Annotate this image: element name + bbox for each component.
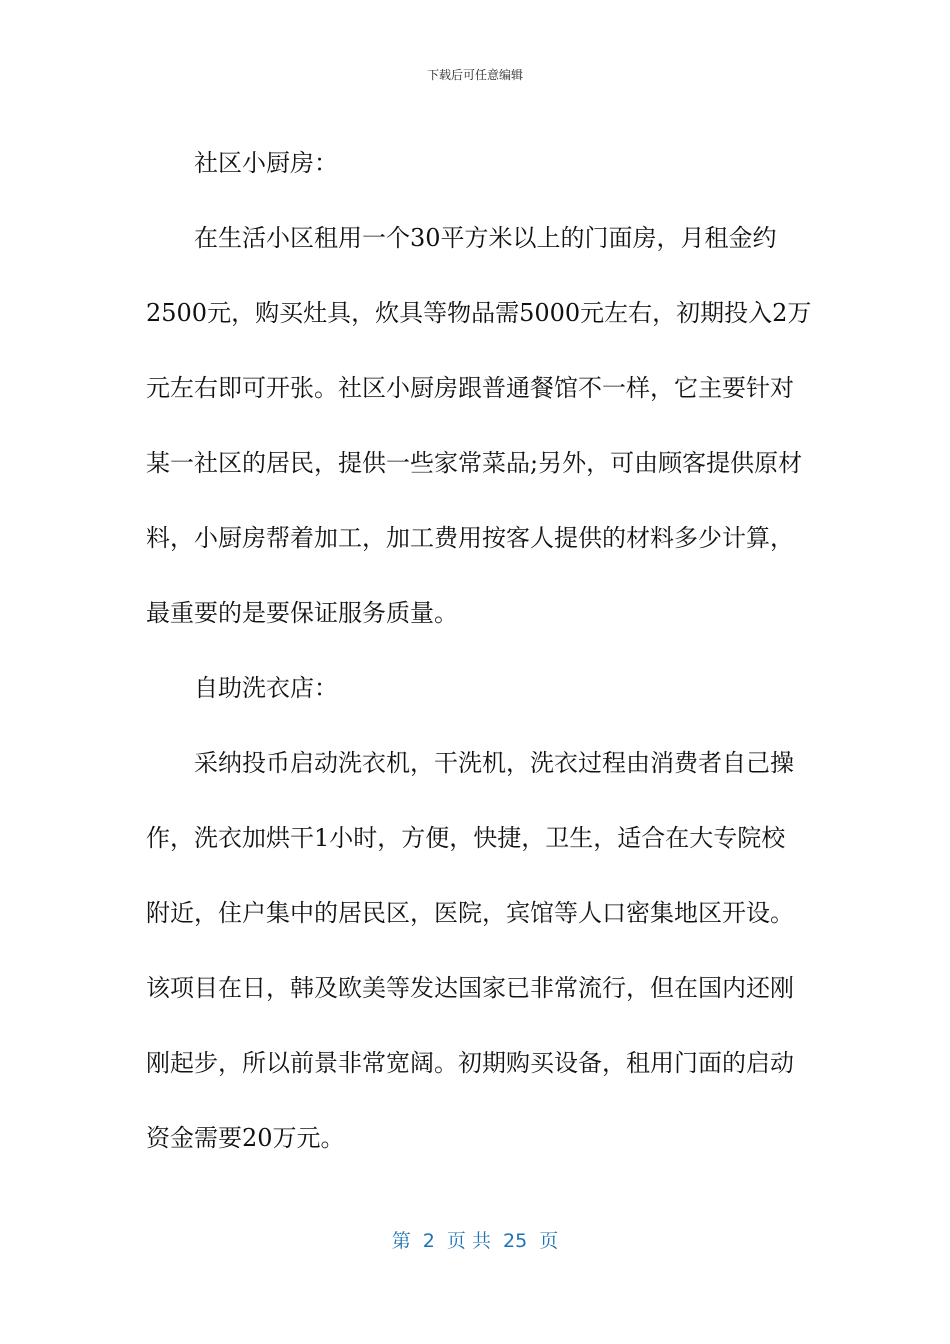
- page-number-footer: 第 2 页 共 25 页: [391, 1230, 559, 1252]
- paragraph-line: 该项目在日，韩及欧美等发达国家已非常流行，但在国内还刚: [146, 974, 794, 1002]
- paragraph-line: 采纳投币启动洗衣机，干洗机，洗衣过程由消费者自己操: [194, 749, 794, 777]
- header-note: 下载后可任意编辑: [426, 68, 523, 82]
- paragraph-line: 在生活小区租用一个30平方米以上的门面房，月租金约: [194, 224, 777, 252]
- paragraph-line: 附近，住户集中的居民区，医院，宾馆等人口密集地区开设。: [146, 899, 794, 927]
- paragraph-line: 2500元，购买灶具，炊具等物品需5000元左右，初期投入2万: [146, 299, 812, 327]
- section-heading-self-service-laundry: 自助洗衣店：: [194, 674, 338, 702]
- paragraph-line: 某一社区的居民，提供一些家常菜品;另外，可由顾客提供原材: [146, 449, 803, 477]
- section-heading-community-kitchen: 社区小厨房：: [194, 149, 338, 177]
- paragraph-line: 作，洗衣加烘干1小时，方便，快捷，卫生，适合在大专院校: [146, 824, 786, 852]
- paragraph-line: 元左右即可开张。社区小厨房跟普通餐馆不一样，它主要针对: [146, 374, 794, 402]
- paragraph-line: 资金需要20万元。: [146, 1124, 345, 1152]
- document-body: [146, 126, 812, 1176]
- paragraph-line: 刚起步，所以前景非常宽阔。初期购买设备，租用门面的启动: [146, 1049, 794, 1077]
- paragraph-line: 料，小厨房帮着加工，加工费用按客人提供的材料多少计算，: [146, 524, 794, 552]
- paragraph-line: 最重要的是要保证服务质量。: [146, 599, 458, 627]
